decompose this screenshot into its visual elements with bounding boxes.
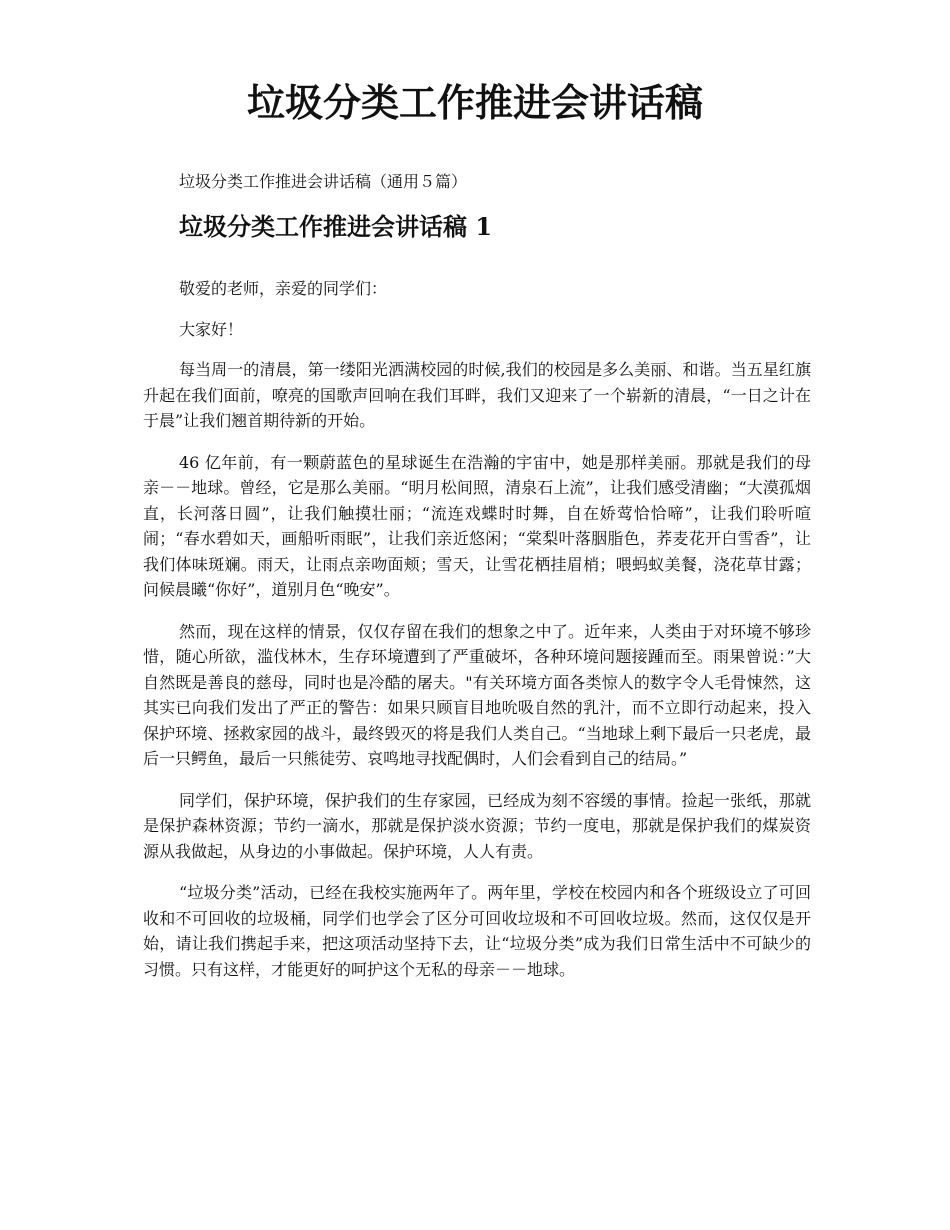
body-paragraph: 46 亿年前，有一颗蔚蓝色的星球诞生在浩瀚的宇宙中，她是那样美丽。那就是我们的母亲－－地球。曾经，它是那么美丽。“明月松间照，清泉石上流”，让我们感受清幽；“大漠孤烟直，长河落日圆”，让我们触摸壮丽；“流连戏蝶时时舞，自在娇莺恰恰啼”，让我们聆听喧闹；“春水碧如天，画船听雨眠”，让我们亲近悠闲；“棠梨叶落胭脂色，荞麦花开白雪香”，让我们体味斑斓。雨天，让雨点亲吻面颊；雪天，让雪花栖挂眉梢；喂蚂蚁美餐，浇花草甘露；问候晨曦“你好”，道别月色“晚安”。	[143, 452, 811, 599]
document-title: 垃圾分类工作推进会讲话稿	[246, 80, 703, 125]
document-subtitle: 垃圾分类工作推进会讲话稿（通用５篇）	[179, 172, 468, 191]
body-paragraph: 同学们，保护环境，保护我们的生存家园，已经成为刻不容缓的事情。捡起一张纸，那就是保护森林资源；节约一滴水，那就是保护淡水资源；节约一度电，那就是保护我们的煤炭资源从我做起，从身边的小事做起。保护环境，人人有责。	[143, 790, 811, 861]
salutation-paragraph: 敬爱的老师，亲爱的同学们：	[179, 279, 388, 298]
section-heading: 垃圾分类工作推进会讲话稿 1	[179, 212, 493, 241]
greeting-paragraph: 大家好！	[179, 319, 244, 339]
document-body	[143, 276, 811, 998]
body-paragraph: 每当周一的清晨，第一缕阳光洒满校园的时候,我们的校园是多么美丽、和谐。当五星红旗升起在我们面前，嘹亮的国歌声回响在我们耳畔，我们又迎来了一个崭新的清晨，“一日之计在于晨”让我们翘首期待新的开始。	[143, 360, 811, 430]
body-paragraph: 然而，现在这样的情景，仅仅存留在我们的想象之中了。近年来，人类由于对环境不够珍惜，随心所欲，滥伐林木，生存环境遭到了严重破坏，各种环境问题接踵而至。雨果曾说：”大自然既是善良的慈母，同时也是冷酷的屠夫。"有关环境方面各类惊人的数字令人毛骨悚然，这其实已向我们发出了严正的警告：如果只顾盲目地吮吸自然的乳汁，而不立即行动起来，投入保护环境、拯救家园的战斗，最终毁灭的将是我们人类自己。“当地球上剩下最后一只老虎，最后一只鳄鱼，最后一只熊徒劳、哀鸣地寻找配偶时，人们会看到自己的结局。”	[143, 621, 811, 768]
body-paragraph: “垃圾分类”活动，已经在我校实施两年了。两年里，学校在校园内和各个班级设立了可回收和不可回收的垃圾桶，同学们也学会了区分可回收垃圾和不可回收垃圾。然而，这仅仅是开始，请让我们携起手来，把这项活动坚持下去，让“垃圾分类”成为我们日常生活中不可缺少的习惯。只有这样，才能更好的呵护这个无私的母亲－－地球。	[143, 883, 811, 979]
